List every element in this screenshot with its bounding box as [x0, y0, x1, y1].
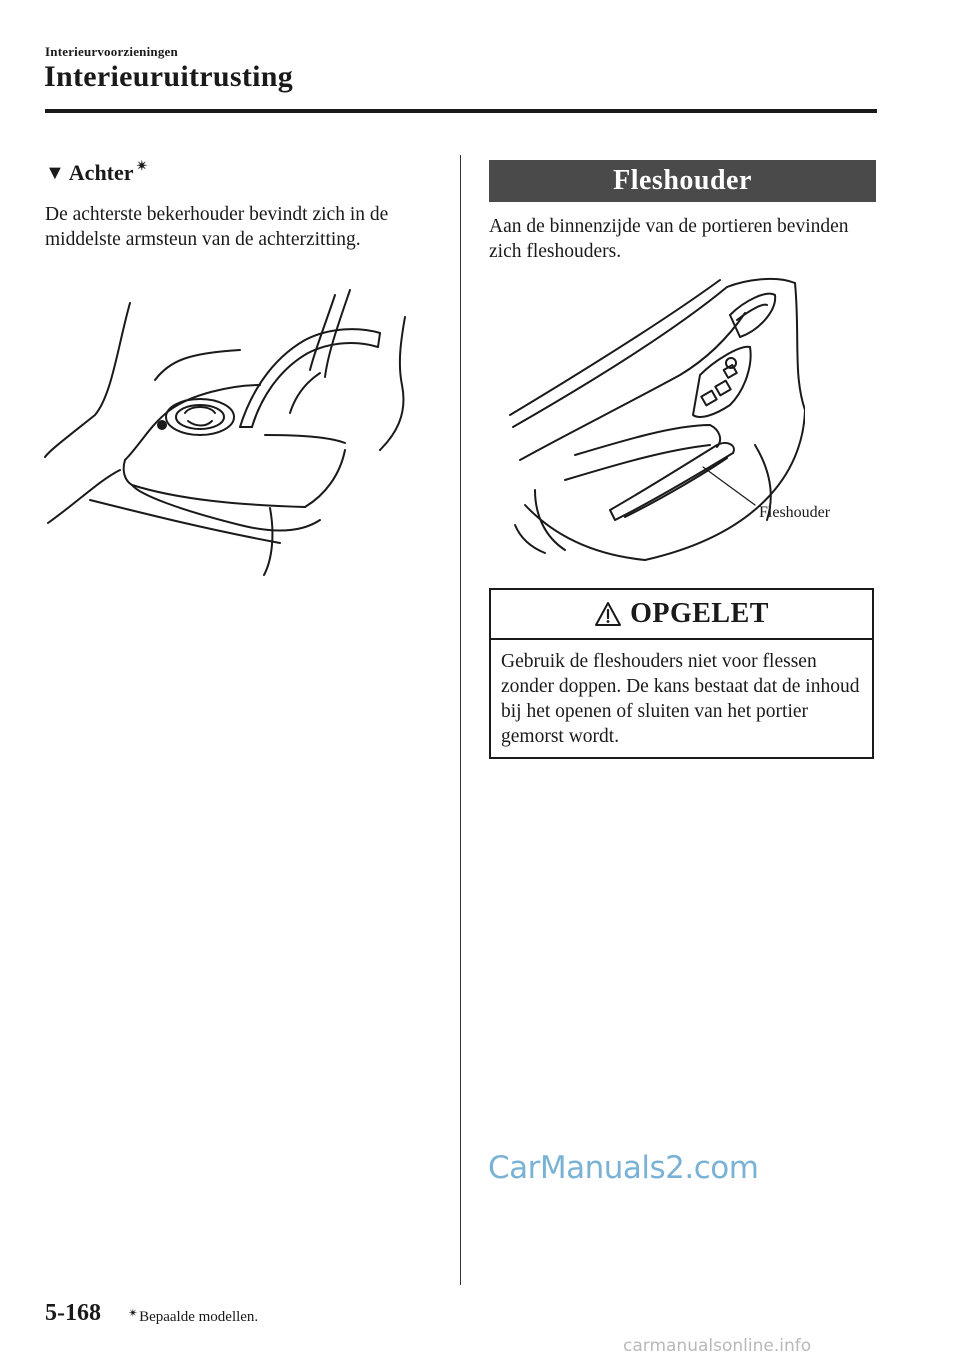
chapter-label: Interieurvoorzieningen [45, 44, 178, 59]
subheading-achter [45, 158, 147, 188]
rear-cupholder-illustration [40, 285, 440, 580]
column-divider [460, 155, 461, 1285]
triangle-marker-icon: ▼ [45, 162, 65, 184]
subheading-label: Achter [68, 160, 134, 185]
asterisk-star-icon: ✴ [136, 158, 148, 173]
figure-callout-label: Fleshouder [759, 504, 831, 521]
right-paragraph: Aan de binnenzijde van de portieren bevinden zich fleshouders. [489, 216, 849, 262]
footnote-text: Bepaalde modellen. [139, 1309, 259, 1325]
page-title: Interieuruitrusting [44, 60, 294, 93]
page-number: 5-168 [45, 1300, 101, 1326]
site-watermark: carmanualsonline.info [623, 1336, 812, 1356]
section-banner-fleshouder: Fleshouder [489, 160, 876, 202]
footnote [128, 1306, 258, 1326]
caution-header [491, 590, 872, 640]
caution-box [489, 588, 874, 759]
watermark-logo: CarManuals2.com [488, 1150, 759, 1186]
warning-triangle-icon [594, 601, 622, 627]
left-paragraph: De achterste bekerhouder bevindt zich in de middelste armsteun van de achterzitting. [45, 204, 389, 250]
header-rule [45, 109, 877, 113]
footnote-star-icon: ✴ [128, 1306, 139, 1320]
caution-title: OPGELET [630, 598, 769, 629]
caution-text: Gebruik de fleshouders niet voor flessen zonder doppen. De kans bestaat dat de inhoud bij het openen of sluiten van het portier gemorst wordt. [501, 651, 860, 747]
